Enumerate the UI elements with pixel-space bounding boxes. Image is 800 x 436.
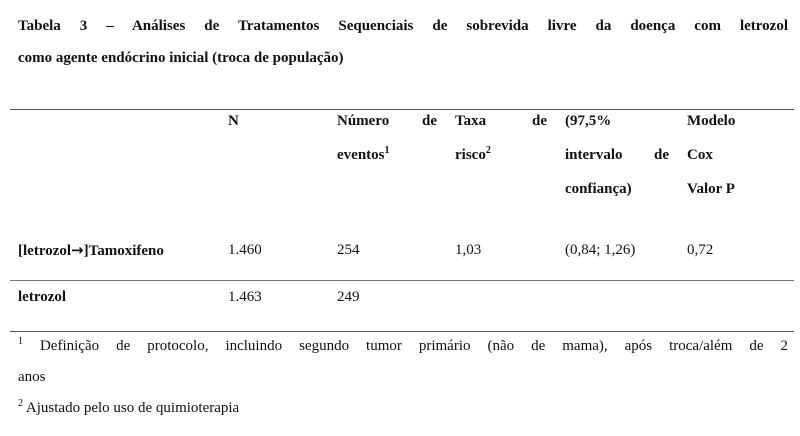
table-row-1-events: 254 [337,242,360,258]
header-risk-line-1: Taxa de [455,113,547,129]
footnote-1 [18,331,788,393]
table-mid-rule [10,280,794,281]
footnote-1-marker: 1 [18,336,23,347]
header-cox-line-2: Cox [687,147,713,163]
row-1-label-start: [letrozol [18,243,72,259]
table-row-1-p: 0,72 [687,242,714,258]
footnote-2-marker: 2 [18,398,23,409]
footnote-2 [18,393,788,424]
header-cox [687,104,735,206]
header-ci-line-1: (97,5% [565,113,612,129]
table-row-2-label: letrozol [18,289,67,305]
header-n-label: N [228,113,239,129]
header-risk-line-2 [455,147,491,163]
row-1-label-end: ]Tamoxifeno [83,243,164,259]
arrow-right-icon: → [71,241,84,259]
table-caption [18,10,788,74]
caption-line-2: como agente endócrino inicial (troca de população) [18,50,344,66]
header-n [228,104,239,138]
header-ci [565,104,669,206]
header-risk-word: risco [455,147,486,163]
footnote-1-text: Definição de protocolo, incluindo segundo tumor primário (não de mama), após troca/além de 2 [23,338,788,354]
header-events-line-2 [337,147,390,163]
header-cox-line-3: Valor P [687,181,735,197]
table-row-1-label [18,233,164,268]
caption-line-1: Tabela 3 – Análises de Tratamentos Sequenciais de sobrevida livre da doença com letrozol [18,18,788,34]
table-row-1-ci: (0,84; 1,26) [565,242,636,258]
table-row-1-risk: 1,03 [455,242,482,258]
table-row-1-n: 1.460 [228,242,262,258]
header-events-line-1: Número de [337,113,437,129]
header-ci-line-3: confiança) [565,181,632,197]
table-row-2-n: 1.463 [228,289,262,305]
footnote-ref-2: 2 [485,145,491,156]
header-cox-line-1: Modelo [687,113,736,129]
footnote-1-line-2: anos [18,369,46,385]
header-ci-line-2: intervalo de [565,147,669,163]
footnote-2-text: Ajustado pelo uso de quimioterapia [23,400,240,416]
header-risk [455,104,547,172]
header-events [337,104,437,172]
footnote-1-line-1 [18,331,788,362]
table-row-2-events: 249 [337,289,360,305]
footnote-ref-1: 1 [384,145,390,156]
header-events-word: eventos [337,147,385,163]
